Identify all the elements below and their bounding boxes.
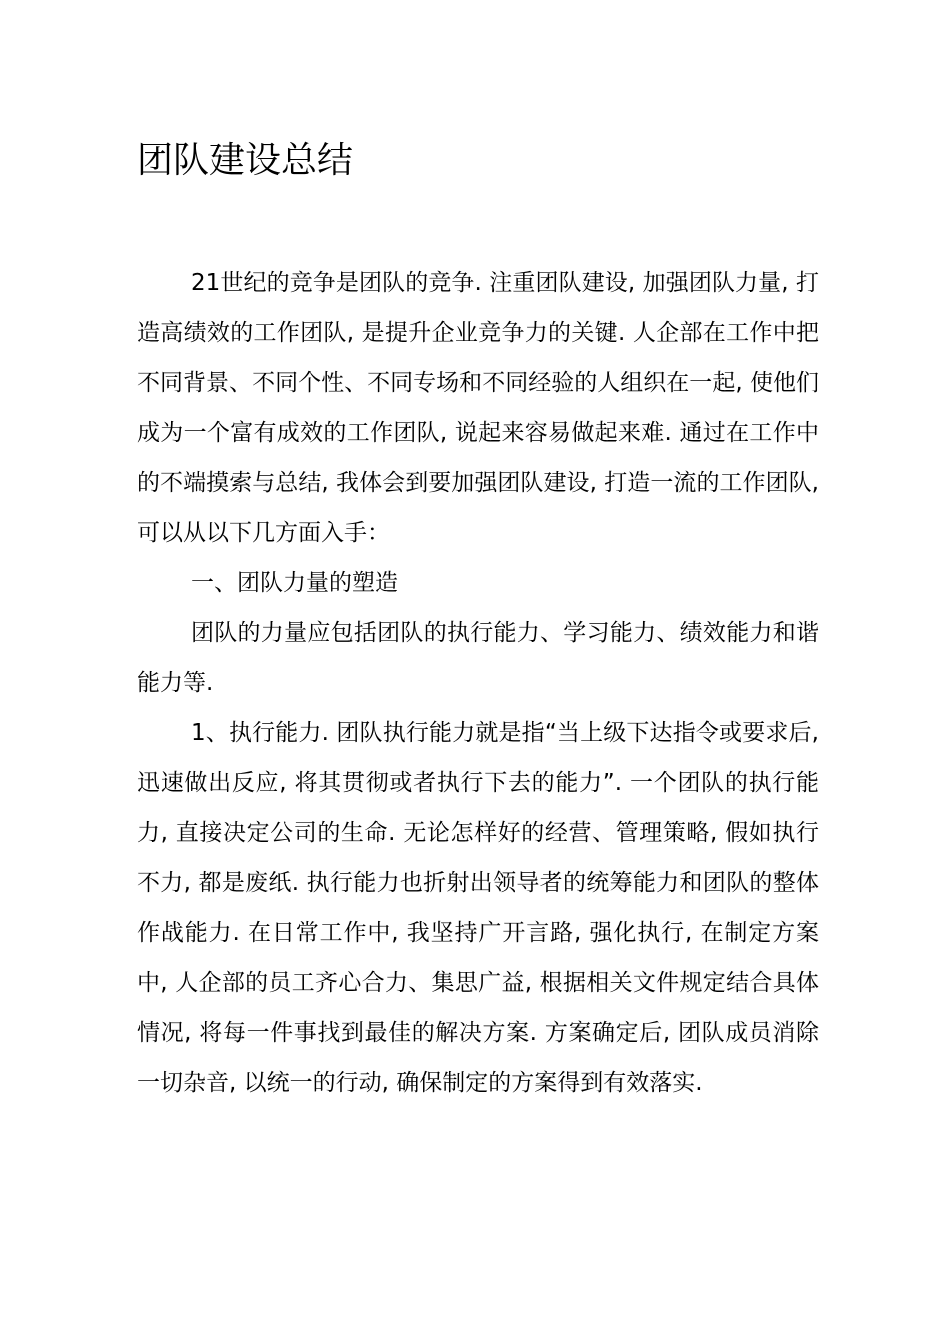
document-body bbox=[137, 258, 819, 1108]
execution-ability-paragraph: 1、执行能力. 团队执行能力就是指“当上级下达指令或要求后, 迅速做出反应, 将其贯彻或者执行下去的能力”. 一个团队的执行能力, 直接决定公司的生命. 无论怎样好的经营、管理策略, 假如执行不力, 都是废纸. 执行能力也折射出领导者的统筹能力和团队的整体作战能力. 在日常工作中, 我坚持广开言路, 强化执行, 在制定方案中, 人企部的员工齐心合力、集思广益, 根据相关文件规定结合具体情况, 将每一件事找到最佳的解决方案. 方案确定后, 团队成员消除一切杂音, 以统一的行动, 确保制定的方案得到有效落实. bbox=[137, 720, 819, 1096]
section-heading: 一、团队力量的塑造 bbox=[191, 570, 398, 596]
section-intro-paragraph: 团队的力量应包括团队的执行能力、学习能力、绩效能力和谐能力等. bbox=[137, 620, 819, 696]
document-title: 团队建设总结 bbox=[137, 140, 354, 181]
intro-paragraph: 21世纪的竞争是团队的竞争. 注重团队建设, 加强团队力量, 打造高绩效的工作团队, 是提升企业竞争力的关键. 人企部在工作中把不同背景、不同个性、不同专场和不同经验的人组织在一起, 使他们成为一个富有成效的工作团队, 说起来容易做起来难. 通过在工作中的不端摸索与总结, 我体会到要加强团队建设, 打造一流的工作团队, 可以从以下几方面入手： bbox=[137, 270, 819, 546]
